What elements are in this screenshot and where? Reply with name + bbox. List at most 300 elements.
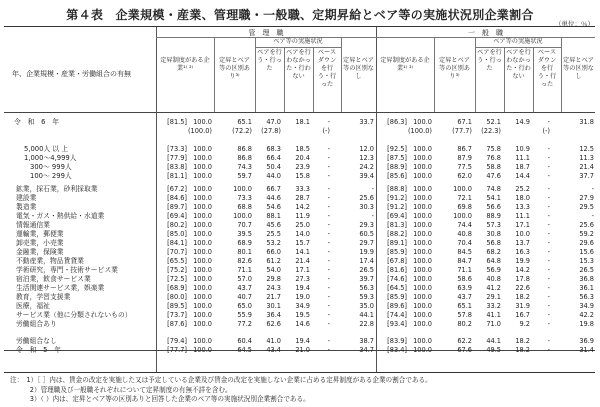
table-cell: 100.0 [413, 284, 432, 292]
table-cell: 11.3 [579, 154, 594, 162]
table-cell: [88.2] [387, 230, 407, 238]
table-cell: - [327, 221, 330, 229]
table-cell: - [547, 311, 550, 319]
table-cell: 100.0 [413, 145, 432, 153]
table-cell: 100.0 [413, 239, 432, 247]
table-cell: 10.9 [515, 145, 530, 153]
table-cell: 44.1 [359, 311, 374, 319]
footnote-1: 注： 1）［ ］内は、賃金の改定を実施した又は予定している企業及び賃金の改定を実施しない企業に占める定昇制度がある企業の割合である。 [10, 376, 432, 384]
table-cell: [89.7] [167, 203, 187, 211]
table-cell: 25.0 [295, 221, 310, 229]
row-label: 1,000～4,999人 [24, 154, 77, 162]
table-cell: - [547, 239, 550, 247]
table-cell: [72.5] [167, 275, 187, 283]
col-header-kanri-3: ベアを行わなかった・行わない [286, 49, 311, 80]
table-cell: 23.9 [295, 163, 310, 171]
table-cell: 39.4 [359, 172, 374, 180]
table-cell: - [327, 320, 330, 328]
table-cell: 100.0 [413, 302, 432, 310]
table-cell: - [547, 248, 550, 256]
table-cell: 100.0 [193, 145, 212, 153]
table-cell: [83.4] [387, 346, 407, 354]
data-table [4, 26, 595, 373]
table-cell: 41.1 [486, 311, 501, 319]
table-cell: [77.7] [167, 346, 187, 354]
table-cell: [87.5] [387, 154, 407, 162]
table-cell: 11.1 [515, 154, 530, 162]
header-line-kanri-bea [255, 47, 341, 48]
table-cell: 30.1 [266, 302, 281, 310]
table-cell: - [327, 203, 330, 211]
col-header-ippan-5: 定昇とベア等の区別なし [563, 57, 594, 80]
table-cell: - [327, 346, 330, 354]
table-cell: 16.3 [515, 248, 530, 256]
table-cell: - [547, 163, 550, 171]
row-label: 労働組合なし [16, 337, 57, 345]
table-cell: 42.2 [579, 311, 594, 319]
row-label: 300～ 999人 [30, 163, 72, 171]
table-cell: [85.9] [387, 293, 407, 301]
table-cell: 14.2 [515, 266, 530, 274]
table-cell: 27.9 [579, 194, 594, 202]
table-cell: 100.0 [413, 257, 432, 265]
table-cell: 62.2 [457, 337, 472, 345]
table-title: 第４表 企業規模・産業、管理職・一般職、定期昇給とベア等の実施状況別企業割合 [66, 8, 534, 22]
table-cell: [74.4] [387, 311, 407, 319]
table-cell: 15.8 [295, 172, 310, 180]
table-cell: 18.7 [515, 163, 530, 171]
table-cell: 17.8 [515, 275, 530, 283]
table-cell: 100.0 [193, 257, 212, 265]
table-cell: [89.5] [167, 302, 187, 310]
table-cell-bea-share: (27.8) [261, 127, 281, 135]
table-cell: 18.1 [295, 118, 310, 126]
table-cell: 58.8 [486, 163, 501, 171]
table-cell: 80.1 [237, 248, 252, 256]
table-cell: 41.2 [486, 284, 501, 292]
table-cell: 64.5 [237, 346, 252, 354]
table-cell: 11.1 [515, 212, 530, 220]
table-cell: 71.1 [457, 266, 472, 274]
table-cell: 49.5 [486, 346, 501, 354]
row-label: 電気・ガス・熱供給・水道業 [16, 212, 105, 220]
table-cell: 67.6 [457, 346, 472, 354]
table-cell: 66.0 [266, 248, 281, 256]
table-cell: 18.2 [515, 293, 530, 301]
footnotes [10, 376, 432, 405]
unit-label: （単位：％） [555, 20, 594, 28]
table-cell: 14.1 [295, 248, 310, 256]
table-cell: 100.0 [193, 203, 212, 211]
table-cell: 100.0 [413, 163, 432, 171]
table-cell: - [547, 203, 550, 211]
table-cell: 17.1 [295, 266, 310, 274]
table-cell: [80.2] [167, 221, 187, 229]
table-cell: 82.6 [237, 257, 252, 265]
table-cell: 47.0 [266, 118, 281, 126]
table-cell: [85.6] [387, 172, 407, 180]
table-cell: 44.0 [266, 172, 281, 180]
table-cell: 65.0 [237, 302, 252, 310]
footnote-3: 3）（ ）内は、定昇とベア等の区別ありと回答した企業のベア等の実施状況別企業割合である。 [10, 395, 310, 403]
table-cell: 21.0 [295, 346, 310, 354]
row-label: 不動産業，物品賃貸業 [16, 257, 84, 265]
table-cell: 75.8 [486, 145, 501, 153]
table-cell: - [371, 212, 374, 220]
table-cell: - [327, 230, 330, 238]
table-cell: - [327, 248, 330, 256]
table-cell: - [327, 302, 330, 310]
table-cell: - [327, 275, 330, 283]
table-cell: 40.8 [486, 275, 501, 283]
table-cell: 43.7 [457, 293, 472, 301]
table-cell: - [547, 185, 550, 193]
table-cell: 100.0 [413, 172, 432, 180]
table-cell: [64.5] [387, 284, 407, 292]
table-cell: 29.1 [486, 293, 501, 301]
row-label: 運輸業，郵便業 [16, 230, 64, 238]
table-cell: 100.0 [193, 293, 212, 301]
table-cell: 65.1 [457, 302, 472, 310]
table-cell: 14.0 [295, 230, 310, 238]
table-cell: 100.0 [413, 185, 432, 193]
table-cell: 56.8 [486, 239, 501, 247]
table-cell: [73.3] [167, 145, 187, 153]
table-cell: 29.6 [579, 239, 594, 247]
table-cell: [75.2] [167, 266, 187, 274]
table-cell: 100.0 [193, 284, 212, 292]
group-header-ippan: 一 般 職 [468, 29, 503, 37]
table-cell: 68.9 [237, 239, 252, 247]
table-cell: 100.0 [193, 221, 212, 229]
table-cell: 19.5 [295, 311, 310, 319]
table-cell: 19.9 [515, 257, 530, 265]
table-cell: 10.0 [515, 230, 530, 238]
table-cell: [65.5] [167, 257, 187, 265]
table-cell: - [547, 145, 550, 153]
table-cell: 100.0 [193, 311, 212, 319]
table-cell: 20.4 [295, 154, 310, 162]
table-cell: 80.2 [457, 320, 472, 328]
table-cell: 36.9 [579, 337, 594, 345]
row-label: 生活関連サービス業，娯楽業 [16, 284, 105, 292]
table-cell: 54.6 [266, 203, 281, 211]
table-cell: 57.8 [457, 311, 472, 319]
table-cell: - [547, 266, 550, 274]
table-cell: 56.9 [486, 266, 501, 274]
table-cell: 100.0 [413, 230, 432, 238]
table-cell: 66.4 [266, 154, 281, 162]
table-cell: [91.2] [387, 203, 407, 211]
table-cell: [89.1] [387, 239, 407, 247]
table-cell: 100.0 [193, 266, 212, 274]
table-cell: 55.9 [237, 311, 252, 319]
table-cell-bea-share: (72.2) [232, 127, 252, 135]
table-cell: 44.1 [486, 337, 501, 345]
table-cell: 74.8 [486, 185, 501, 193]
bea-status-header-ippan: ベア等の実施状況 [493, 38, 543, 45]
col-header-ippan-4: ベースダウンを行う・行った [537, 49, 557, 88]
table-cell: 34.9 [295, 302, 310, 310]
table-cell: - [591, 185, 594, 193]
row-label: 令 和 5 年 [16, 346, 62, 354]
row-label: 卸売業，小売業 [16, 239, 64, 247]
table-cell: 100.0 [193, 185, 212, 193]
table-cell: 100.0 [193, 320, 212, 328]
table-cell: - [327, 284, 330, 292]
table-cell: 69.8 [457, 203, 472, 211]
table-cell: 40.7 [237, 293, 252, 301]
table-cell: 25.5 [266, 230, 281, 238]
table-cell: [81.6] [387, 266, 407, 274]
table-cell: 14.9 [515, 118, 530, 126]
table-cell: [69.4] [387, 212, 407, 220]
table-cell: 18.0 [515, 194, 530, 202]
table-cell: 29.3 [359, 221, 374, 229]
table-cell: 100.0 [193, 194, 212, 202]
table-cell: [69.4] [167, 212, 187, 220]
table-cell: [88.8] [387, 185, 407, 193]
table-cell: [79.4] [167, 337, 187, 345]
row-label: 医療，福祉 [16, 302, 50, 310]
table-cell: - [327, 185, 330, 193]
table-cell: - [547, 118, 550, 126]
row-label: 建設業 [16, 194, 37, 202]
table-cell: 56.3 [579, 293, 594, 301]
table-cell: 71.0 [486, 320, 501, 328]
col-header-ippan-0: 定昇制度がある企業¹⁾ ²⁾ [380, 57, 430, 72]
table-cell: - [547, 346, 550, 354]
col-header-kanri-4: ベースダウンを行う・行った [317, 49, 337, 88]
table-cell: 44.6 [266, 194, 281, 202]
table-cell: 54.0 [266, 266, 281, 274]
table-cell: 100.0 [193, 154, 212, 162]
table-cell: 68.8 [237, 203, 252, 211]
table-cell: 33.3 [295, 185, 310, 193]
table-cell: 77.2 [237, 320, 252, 328]
table-cell: - [547, 257, 550, 265]
table-cell: 100.0 [193, 239, 212, 247]
row-label: 製造業 [16, 203, 37, 211]
table-cell: 26.5 [579, 266, 594, 274]
table-cell: 22.6 [515, 284, 530, 292]
table-cell: 64.8 [486, 257, 501, 265]
table-cell: 77.5 [457, 163, 472, 171]
table-cell: 70.7 [237, 221, 252, 229]
table-cell: 100.0 [193, 230, 212, 238]
table-cell: - [327, 212, 330, 220]
table-cell: 12.0 [359, 145, 374, 153]
table-cell: 24.3 [266, 284, 281, 292]
table-cell: - [327, 154, 330, 162]
table-cell: - [327, 239, 330, 247]
row-label: 鉱業，採石業，砂利採取業 [16, 185, 98, 193]
table-cell: - [327, 311, 330, 319]
table-cell: 70.4 [457, 239, 472, 247]
table-cell: 62.0 [457, 172, 472, 180]
table-cell: 14.2 [295, 203, 310, 211]
row-label: 宿泊業，飲食サービス業 [16, 275, 91, 283]
table-cell-bea-share: (100.0) [407, 127, 432, 135]
table-cell: 19.0 [295, 293, 310, 301]
table-cell: 68.3 [266, 145, 281, 153]
table-cell: [85.9] [387, 248, 407, 256]
table-cell: - [327, 257, 330, 265]
bea-status-header-kanri: ベア等の実施状況 [273, 38, 323, 45]
table-cell: 66.7 [266, 185, 281, 193]
table-cell: 14.6 [295, 320, 310, 328]
table-cell: [84.1] [167, 239, 187, 247]
table-cell: 56.3 [359, 284, 374, 292]
table-cell: 100.0 [193, 337, 212, 345]
table-cell: - [547, 212, 550, 220]
table-cell: [92.5] [387, 145, 407, 153]
table-cell: 38.7 [359, 337, 374, 345]
table-cell: 45.6 [266, 221, 281, 229]
table-cell: 19.4 [295, 337, 310, 345]
row-label: 5,000人 以 上 [24, 145, 69, 153]
footnote-2: 2）管理職及び一般職それぞれについて定昇制度の有無不詳を含む。 [10, 385, 232, 394]
header-bottom-line [4, 112, 595, 113]
table-cell: [87.6] [167, 320, 187, 328]
table-cell: [73.7] [167, 311, 187, 319]
table-cell: 100.0 [193, 118, 212, 126]
table-cell: 31.9 [515, 302, 530, 310]
table-cell: 43.4 [266, 346, 281, 354]
table-cell: [80.0] [167, 293, 187, 301]
table-cell-bea-share: (22.3) [481, 127, 501, 135]
table-cell: 30.3 [359, 203, 374, 211]
table-cell: 40.8 [457, 230, 472, 238]
table-cell: 100.0 [413, 337, 432, 345]
table-cell: 25.6 [359, 194, 374, 202]
table-cell: 25.2 [515, 185, 530, 193]
table-cell: 86.8 [237, 154, 252, 162]
table-cell: 57.3 [486, 221, 501, 229]
table-cell-bea-share: (77.7) [452, 127, 472, 135]
table-cell: [84.6] [167, 194, 187, 202]
table-cell: - [547, 275, 550, 283]
row-label-header: 年、企業規模・産業・労働組合の有無 [12, 70, 131, 78]
row-label: 令 和 6 年 [14, 118, 60, 126]
table-cell: 14.4 [515, 172, 530, 180]
group-header-kanri: 管 理 職 [248, 29, 284, 37]
table-cell: [70.7] [167, 248, 187, 256]
table-cell: 100.0 [193, 248, 212, 256]
table-cell: [67.8] [387, 257, 407, 265]
table-cell: 36.1 [579, 284, 594, 292]
table-cell: 24.2 [359, 163, 374, 171]
table-cell: 19.9 [359, 248, 374, 256]
table-cell: 37.7 [579, 172, 594, 180]
table-cell: 18.2 [515, 346, 530, 354]
table-cell: [81.5] [167, 118, 187, 126]
table-cell: [88.9] [387, 163, 407, 171]
table-cell: 21.7 [266, 293, 281, 301]
table-cell: 100.0 [193, 346, 212, 354]
table-cell: - [327, 293, 330, 301]
table-cell: 100.0 [233, 185, 252, 193]
table-cell: 21.4 [295, 257, 310, 265]
col-header-kanri-2: ベアを行う・行った [257, 49, 282, 72]
table-cell: 88.1 [266, 212, 281, 220]
col-header-ippan-2: ベアを行う・行った [477, 49, 502, 72]
table-cell: 53.2 [266, 239, 281, 247]
table-cell: 33.2 [486, 302, 501, 310]
row-label: 教育，学習支援業 [16, 293, 71, 301]
table-cell: - [327, 118, 330, 126]
table-cell: - [327, 266, 330, 274]
table-cell: 84.5 [457, 248, 472, 256]
table-cell: 100.0 [413, 275, 432, 283]
table-cell: 36.8 [579, 275, 594, 283]
row-label: 学術研究，専門・技術サービス業 [16, 266, 118, 274]
table-cell: 100.0 [413, 194, 432, 202]
table-cell: 65.1 [237, 118, 252, 126]
table-cell: 29.7 [359, 239, 374, 247]
table-cell: 19.8 [579, 320, 594, 328]
table-cell: 86.8 [237, 145, 252, 153]
table-cell: [67.2] [167, 185, 187, 193]
table-cell: 100.0 [413, 346, 432, 354]
table-cell: 12.3 [359, 154, 374, 162]
table-cell: [77.9] [167, 154, 187, 162]
row-label: サービス業（他に分類されないもの） [16, 311, 132, 319]
table-cell: [68.9] [167, 284, 187, 292]
table-cell: - [327, 194, 330, 202]
table-cell: 100.0 [193, 302, 212, 310]
table-cell: - [327, 145, 330, 153]
table-cell: 11.9 [295, 212, 310, 220]
table-cell: 76.8 [486, 154, 501, 162]
table-cell: 67.1 [457, 118, 472, 126]
table-cell: 27.3 [295, 275, 310, 283]
table-cell: 60.5 [359, 230, 374, 238]
table-cell: - [547, 320, 550, 328]
table-cell: 31.4 [579, 346, 594, 354]
table-cell: 15.6 [579, 248, 594, 256]
table-cell: 35.0 [359, 302, 374, 310]
table-cell: 100.0 [413, 221, 432, 229]
table-cell: 36.4 [266, 311, 281, 319]
table-cell: [85.0] [167, 230, 187, 238]
table-cell: 59.7 [237, 172, 252, 180]
table-cell: 100.0 [413, 154, 432, 162]
table-cell: [83.9] [387, 337, 407, 345]
table-cell: - [547, 172, 550, 180]
table-cell: 100.0 [413, 118, 432, 126]
table-cell: - [547, 154, 550, 162]
table-cell: [74.6] [387, 275, 407, 283]
table-cell: 60.4 [237, 337, 252, 345]
col-header-ippan-1: 定昇とベア等の区別あり³⁾ [439, 57, 470, 80]
table-cell: 29.5 [579, 203, 594, 211]
table-cell: 21.4 [579, 163, 594, 171]
table-cell: 30.8 [486, 230, 501, 238]
table-cell: - [327, 337, 330, 345]
table-cell: 17.1 [515, 221, 530, 229]
table-cell: 100.0 [413, 293, 432, 301]
table-cell: 74.4 [457, 221, 472, 229]
table-cell: 15.7 [295, 239, 310, 247]
col-header-kanri-5: 定昇とベア等の区別なし [343, 57, 374, 80]
table-cell: 87.9 [457, 154, 472, 162]
table-cell: 63.9 [457, 284, 472, 292]
table-cell: 88.9 [486, 212, 501, 220]
table-cell: - [327, 163, 330, 171]
table-cell: 31.8 [579, 118, 594, 126]
table-cell: - [547, 302, 550, 310]
